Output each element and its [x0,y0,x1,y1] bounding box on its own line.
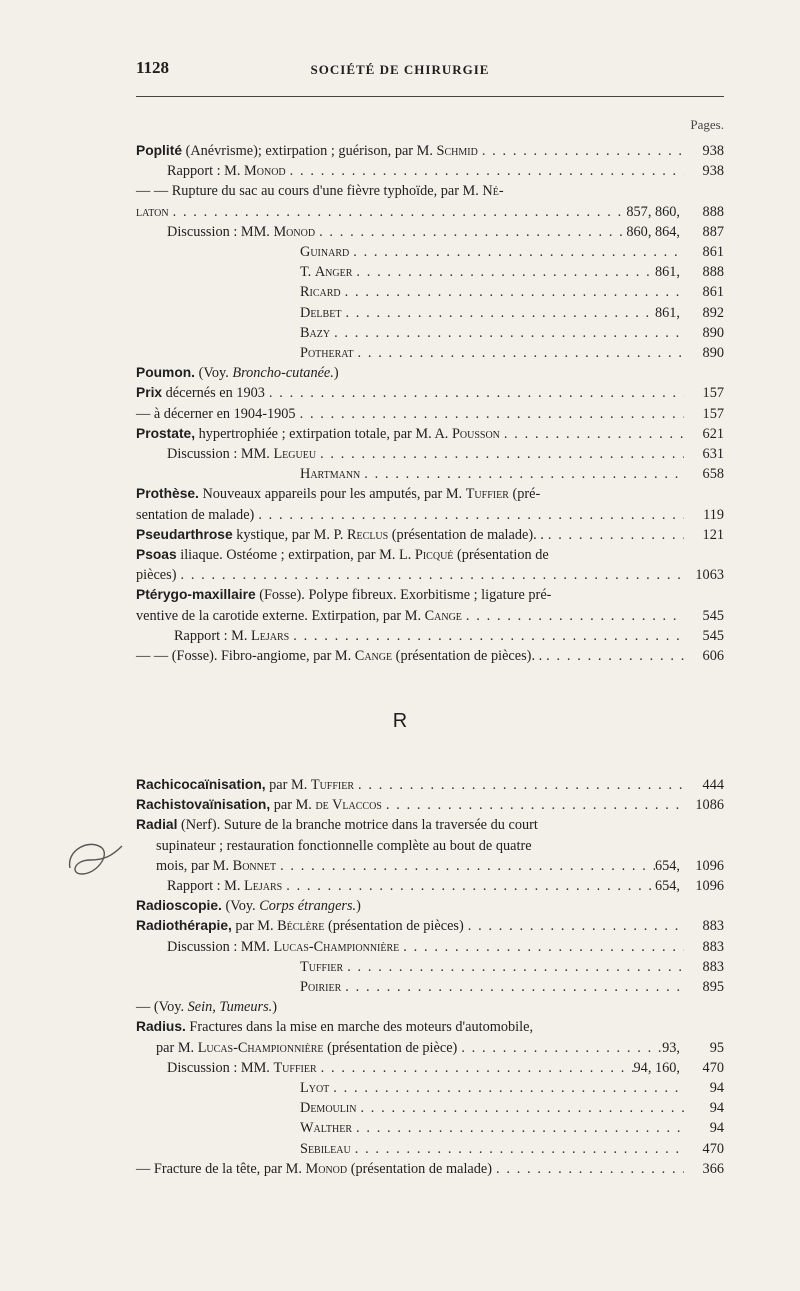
entry-description: par M. [156,1039,198,1056]
entry-text [136,404,296,424]
entry-text [300,957,343,977]
author-name: Potherat [300,345,354,361]
page-ref: 887 [702,223,724,240]
page-ref: 938 [702,163,724,180]
entry-description: — (Voy. [136,999,188,1016]
index-entry [300,464,724,484]
author-name: Poirier [300,979,342,995]
author-name: Ricard [300,284,341,301]
entry-description: hypertrophiée ; extirpation totale, par M. A. [195,425,452,442]
entry-text [167,444,316,464]
index-entry [300,242,724,262]
handwritten-margin-mark [60,830,130,900]
index-entry [136,646,724,666]
author-name: Walther [300,1120,353,1137]
entry-description: décernés en 1903 [162,385,265,402]
entry-description: pièces) [136,567,177,584]
page-ref: 470 [702,1059,724,1076]
page-ref: 895 [702,979,724,995]
entry-description: — à décerner en 1904-1905 [136,405,296,422]
entry-description: — — (Fosse). Fibro-angiome, par M. [136,648,355,664]
dot-leader [329,1078,684,1098]
dot-leader [492,1159,684,1179]
page-ref: 631 [702,446,724,462]
author-name: Monod [244,163,286,180]
author-name: Monod [273,223,316,240]
dot-leader [176,565,684,585]
entry-text [136,545,549,565]
page-ref: 888 [702,203,724,220]
entry-suffix: (présentation de pièce) [323,1039,458,1056]
index-entry [136,565,724,585]
page-ref: 94 [709,1100,724,1117]
page-ref: 470 [702,1140,724,1157]
index-entry [156,836,724,856]
author-name: Cange [354,648,393,664]
dot-leader [289,626,684,646]
entry-headword: Poumon. [136,365,196,381]
dot-leader [349,242,684,262]
entry-text [136,383,265,403]
dot-leader [544,525,684,545]
dot-leader [360,464,684,484]
page-ref: 883 [702,938,724,955]
entry-headword: Prothèse. [136,486,199,502]
dot-leader [265,383,684,403]
page-ref: 883 [702,958,724,975]
page-ref: 95 [709,1039,724,1056]
entry-description: Discussion : MM. [167,446,274,462]
dot-leader [382,795,684,815]
entry-description: Nouveaux appareils pour les amputés, par M. [198,486,466,503]
index-entry [300,957,724,977]
entry-description: sentation de malade) [136,506,255,523]
author-name: Reclus [347,526,389,543]
page-ref: 890 [702,324,724,341]
entry-text [136,1017,533,1037]
index-entry [156,1038,724,1058]
entry-description: — Fracture de la tête, par M. [136,1160,306,1177]
entry-text [136,505,254,525]
entry-text [156,856,276,876]
author-name: Tuffier [465,486,509,503]
entry-description: Fractures dans la mise en marche des moteurs d'automobile, [185,1019,534,1036]
entry-headword: Psoas [136,547,177,562]
entry-text [136,363,339,383]
index-entry [136,404,724,424]
author-name: Tuffier [310,777,355,793]
page-ref: 938 [702,143,724,159]
index-entry [300,343,724,363]
author-name: Pousson [451,425,500,442]
entry-description: Rapport : M. [167,878,245,894]
entry-suffix: ) [272,999,278,1016]
entry-headword: Ptérygo-maxillaire [136,587,256,603]
entry-text [167,1058,317,1078]
index-entry [300,282,724,302]
index-entry [167,444,724,464]
entry-headword: Radius. [136,1019,186,1035]
page-ref: 861 [702,284,724,301]
index-entry [300,303,724,323]
entry-suffix: (présentation de pièces). . [392,648,543,664]
author-name: Sebileau [300,1140,351,1157]
dot-leader [500,424,684,444]
section-letter: R [392,710,408,732]
index-entry [136,141,724,161]
author-name: Picqué [414,547,454,563]
page-ref: 606 [702,648,724,664]
author-name: Lucas-Championnière [197,1039,324,1056]
entry-headword: Prostate, [136,425,196,441]
inline-page-refs: 861, [654,304,680,321]
page-ref: 1086 [695,797,724,814]
page-ref: 621 [702,425,724,442]
index-entry [174,626,724,646]
index-entry [136,202,724,222]
entry-description: (Voy. [195,365,233,382]
entry-text [300,242,349,262]
entry-headword: Poplité [136,143,182,158]
index-entry [300,323,724,343]
dot-leader [464,916,684,936]
entry-description: par M. [270,797,316,814]
dot-leader [341,282,684,302]
index-entry [167,161,724,181]
entry-text [300,1118,352,1138]
index-entry [136,545,724,565]
page-ref: 121 [702,526,724,543]
index-entry [136,896,724,916]
index-entry [136,815,724,835]
dot-leader [352,1118,684,1138]
index-entry [136,525,724,545]
author-name: Lejars [251,627,290,644]
author-name: Lejars [244,878,283,894]
entry-text [136,525,544,545]
entry-text [300,1139,351,1159]
index-entry [136,383,724,403]
author-name: Bazy [300,324,331,341]
index-entry [300,262,724,282]
dot-leader [542,646,684,666]
index-entry [167,222,724,242]
author-name: de Vlaccos [315,797,382,814]
dot-leader [343,957,684,977]
page-ref: 658 [702,466,724,483]
index-entry [136,363,724,383]
running-title: SOCIÉTÉ DE CHIRURGIE [310,62,490,77]
author-name: Cange [424,607,462,624]
entry-text [136,775,354,795]
entry-suffix: ) [356,898,361,915]
entry-text [136,484,540,504]
index-entry [136,997,724,1017]
entry-text [300,282,341,302]
dot-leader [282,876,655,896]
dot-leader [316,444,684,464]
entry-text [300,343,354,363]
entry-text [167,876,282,896]
author-name: Lucas-Championnière [273,938,400,955]
author-name: Guinard [300,244,350,260]
author-name: Hartmann [300,466,361,483]
inline-page-refs: 654, [654,857,680,874]
author-name: Demoulin [300,1100,357,1117]
page-ref: 545 [702,627,724,644]
author-name: Tuffier [300,958,344,975]
page-ref: 94 [709,1120,724,1137]
author-name: Legueu [273,446,317,462]
entry-description: (Nerf). Suture de la branche motrice dans la traversée du court [177,817,538,834]
entry-headword: Rachistovaïnisation, [136,797,271,813]
entry-suffix: (présentation de malade). . [388,526,544,543]
page-ref: 157 [702,405,724,422]
dot-leader [169,202,627,222]
entry-description: Discussion : MM. [167,1059,274,1076]
cross-reference: Corps étrangers. [259,898,357,915]
inline-page-refs: 93, [662,1039,680,1056]
dot-leader [478,141,684,161]
page-ref: 861 [702,244,724,260]
author-name: Monod [305,1160,348,1177]
page-header [0,58,800,84]
index-entry [300,1078,724,1098]
index-entry [136,424,724,444]
index-entry [167,876,724,896]
page-ref: 545 [702,607,724,624]
entry-description: (Fosse). Polype fibreux. Exorbitisme ; ligature pré- [255,587,552,604]
entry-text [136,565,176,585]
dot-leader [354,775,684,795]
entry-description: Discussion : MM. [167,938,274,955]
entry-text [136,815,538,835]
entry-text [300,303,341,323]
page-number: 1128 [136,58,170,77]
author-name: laton [136,203,169,220]
index-entry [136,1159,724,1179]
entry-text [167,222,315,242]
dot-leader [315,222,626,242]
inline-page-refs: 94, 160, [633,1059,680,1076]
dot-leader [317,1058,634,1078]
entry-text [156,1038,457,1058]
page-ref: 1096 [695,878,724,894]
entry-headword: Radiothérapie, [136,918,232,934]
entry-text [136,202,169,222]
index-entry [136,181,724,201]
entry-text [300,1078,329,1098]
page-ref: 94 [709,1080,724,1096]
author-name: Né- [482,183,504,200]
page-ref: 1096 [695,857,724,874]
dot-leader [457,1038,662,1058]
index-entry [136,585,724,605]
dot-leader [351,1139,684,1159]
entry-text [136,997,277,1017]
entry-text [136,916,464,936]
entry-text [136,606,462,626]
index-entry [136,775,724,795]
entry-text [136,585,551,605]
index-entry [167,937,724,957]
index-entry [136,505,724,525]
entry-text [167,161,286,181]
entry-suffix: (pré- [508,486,541,503]
entry-description: par M. [265,777,311,793]
entry-text [136,896,361,916]
entry-headword: Radial [136,817,178,833]
index-entry [136,606,724,626]
entry-text [300,464,360,484]
entry-text [174,626,289,646]
entry-description: mois, par M. [156,857,233,874]
page-ref: 366 [702,1160,724,1177]
author-name: Béclère [277,918,325,935]
page-ref: 157 [702,385,724,402]
entry-text [300,977,341,997]
pages-column-label: Pages. [690,117,724,132]
entry-suffix: (présentation de pièces) [324,918,464,935]
entry-text [136,181,504,201]
author-name: Anger [314,264,353,281]
dot-leader [276,856,655,876]
author-name: Delbet [300,304,342,321]
index-entry [136,1017,724,1037]
entry-description: (Anévrisme); extirpation ; guérison, par M. [182,143,437,159]
entry-text [136,141,478,161]
entry-description: supinateur ; restauration fonctionnelle complète au bout de quatre [156,837,532,854]
dot-leader [399,937,684,957]
entry-description: — — Rupture du sac au cours d'une fièvre typhoïde, par M. [136,183,483,200]
cross-reference: Sein, Tumeurs. [187,999,273,1016]
author-name: Lyot [300,1080,330,1096]
inline-page-refs: 654, [654,878,680,894]
index-entry [300,977,724,997]
entry-suffix: ) [333,365,339,382]
entry-headword: Prix [136,385,163,401]
entry-headword: Pseudarthrose [136,526,233,542]
cross-reference: Broncho-cutanée. [232,365,334,382]
entry-text [300,262,352,282]
author-name: Schmid [436,143,478,159]
dot-leader [462,606,684,626]
entry-text [136,1159,492,1179]
index-entry [300,1118,724,1138]
page-ref: 444 [702,777,724,793]
header-rule [136,96,724,97]
index-entry [136,484,724,504]
entry-suffix: (présentation de malade) [347,1160,493,1177]
index-entry [167,1058,724,1078]
page-ref: 1063 [695,567,724,584]
dot-leader [352,262,655,282]
page-ref: 892 [702,304,724,321]
entry-description: Rapport : M. [174,627,252,644]
page-ref: 888 [702,264,724,281]
entry-headword: Rachicocaïnisation, [136,777,266,792]
index-entry [300,1098,724,1118]
entry-description: iliaque. Ostéome ; extirpation, par M. L. [176,547,415,563]
entry-description: Discussion : MM. [167,223,274,240]
dot-leader [254,505,684,525]
entry-description: kystique, par M. P. [232,526,347,543]
entry-text [136,424,500,444]
page-ref: 883 [702,918,724,935]
entry-description: T. [300,264,315,281]
entry-description: Rapport : M. [167,163,245,180]
index-entry [136,916,724,936]
entry-description: (Voy. [221,898,260,915]
index-entry [300,1139,724,1159]
dot-leader [286,161,684,181]
entry-suffix: (présentation de [453,547,549,563]
page-ref: 890 [702,345,724,361]
inline-page-refs: 860, 864, [626,223,680,240]
entry-text [167,937,399,957]
author-name: Bonnet [232,857,277,874]
page-ref: 119 [703,506,724,523]
entry-text [300,1098,356,1118]
author-name: Tuffier [273,1059,317,1076]
dot-leader [330,323,684,343]
dot-leader [296,404,684,424]
entry-description: par M. [231,918,278,935]
entry-text [300,323,330,343]
entry-text [156,836,532,856]
dot-leader [341,977,684,997]
entry-headword: Radioscopie. [136,898,222,914]
entry-description: ventive de la carotide externe. Extirpation, par M. [136,607,425,624]
entry-text [136,795,382,815]
inline-page-refs: 861, [654,264,680,281]
index-entry [156,856,724,876]
index-entry [136,795,724,815]
entry-text [136,646,542,666]
dot-leader [341,303,655,323]
dot-leader [354,343,684,363]
inline-page-refs: 857, 860, [626,203,680,220]
dot-leader [356,1098,684,1118]
